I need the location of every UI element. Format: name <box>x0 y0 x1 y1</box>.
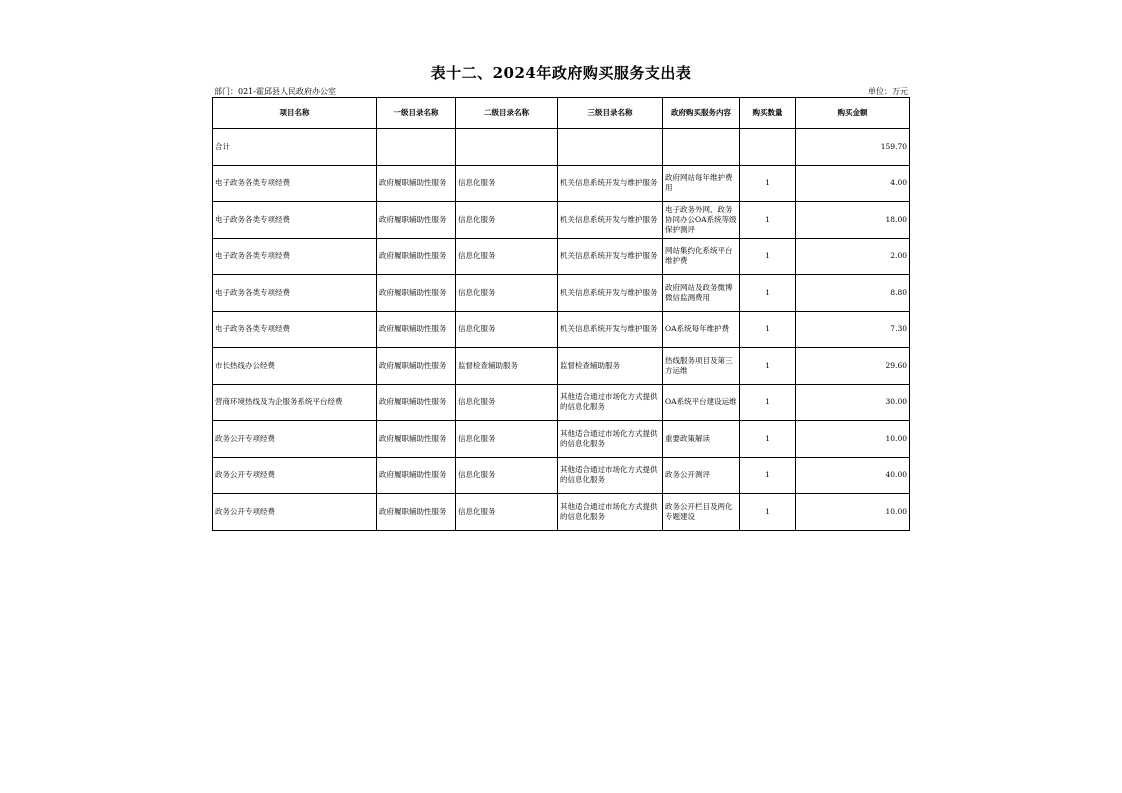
header-level2: 二级目录名称 <box>456 98 558 129</box>
table-row <box>213 202 910 239</box>
quantity-cell: 1 <box>740 348 796 385</box>
table-row <box>213 238 910 275</box>
level1-cell: 政府履职辅助性服务 <box>377 348 456 385</box>
level3-cell: 其他适合通过市场化方式提供的信息化服务 <box>558 421 663 458</box>
project-name-cell: 电子政务各类专项经费 <box>213 202 377 239</box>
level1-cell: 政府履职辅助性服务 <box>377 165 456 202</box>
level1-cell: 政府履职辅助性服务 <box>377 384 456 421</box>
level2-cell: 信息化服务 <box>456 275 558 312</box>
amount-cell: 10.00 <box>796 494 910 531</box>
table-row <box>213 421 910 458</box>
project-name-cell: 电子政务各类专项经费 <box>213 238 377 275</box>
empty-cell <box>377 129 456 166</box>
header-project-name: 项目名称 <box>213 98 377 129</box>
level2-cell: 监督检查辅助服务 <box>456 348 558 385</box>
level2-cell: 信息化服务 <box>456 311 558 348</box>
quantity-cell: 1 <box>740 384 796 421</box>
header-content: 政府购买服务内容 <box>663 98 740 129</box>
quantity-cell: 1 <box>740 457 796 494</box>
project-name-cell: 电子政务各类专项经费 <box>213 165 377 202</box>
project-name-cell: 电子政务各类专项经费 <box>213 311 377 348</box>
amount-cell: 10.00 <box>796 421 910 458</box>
quantity-cell: 1 <box>740 202 796 239</box>
level1-cell: 政府履职辅助性服务 <box>377 202 456 239</box>
level3-cell: 监督检查辅助服务 <box>558 348 663 385</box>
empty-cell <box>663 129 740 166</box>
content-cell: OA系统每年维护费 <box>663 311 740 348</box>
level2-cell: 信息化服务 <box>456 165 558 202</box>
header-row <box>213 98 910 129</box>
content-cell: 热线服务项目及第三方运维 <box>663 348 740 385</box>
header-amount: 购买金额 <box>796 98 910 129</box>
project-name-cell: 政务公开专项经费 <box>213 421 377 458</box>
project-name-cell: 政务公开专项经费 <box>213 494 377 531</box>
level2-cell: 信息化服务 <box>456 457 558 494</box>
total-row <box>213 129 910 166</box>
amount-cell: 2.00 <box>796 238 910 275</box>
content-cell: 政府网站及政务微博微信监测费用 <box>663 275 740 312</box>
quantity-cell: 1 <box>740 421 796 458</box>
amount-cell: 30.00 <box>796 384 910 421</box>
level3-cell: 其他适合通过市场化方式提供的信息化服务 <box>558 494 663 531</box>
empty-cell <box>456 129 558 166</box>
level3-cell: 机关信息系统开发与维护服务 <box>558 311 663 348</box>
table-row <box>213 384 910 421</box>
level3-cell: 机关信息系统开发与维护服务 <box>558 238 663 275</box>
level3-cell: 机关信息系统开发与维护服务 <box>558 202 663 239</box>
level1-cell: 政府履职辅助性服务 <box>377 457 456 494</box>
table-row <box>213 348 910 385</box>
content-cell: OA系统平台建设运维 <box>663 384 740 421</box>
empty-cell <box>740 129 796 166</box>
content-cell: 网站集约化系统平台维护费 <box>663 238 740 275</box>
department-label: 部门：021-霍邱县人民政府办公室 <box>214 87 336 96</box>
total-amount: 159.70 <box>796 129 910 166</box>
project-name-cell: 营商环境热线及为企服务系统平台经费 <box>213 384 377 421</box>
quantity-cell: 1 <box>740 311 796 348</box>
quantity-cell: 1 <box>740 494 796 531</box>
amount-cell: 7.30 <box>796 311 910 348</box>
level2-cell: 信息化服务 <box>456 238 558 275</box>
table-row <box>213 311 910 348</box>
amount-cell: 29.60 <box>796 348 910 385</box>
content-cell: 政务公开栏目及两化专题建设 <box>663 494 740 531</box>
page-title: 表十二、2024年政府购买服务支出表 <box>430 64 692 82</box>
table-row <box>213 457 910 494</box>
amount-cell: 4.00 <box>796 165 910 202</box>
content-cell: 重要政策解读 <box>663 421 740 458</box>
amount-cell: 40.00 <box>796 457 910 494</box>
total-label: 合计 <box>213 129 377 166</box>
table-row <box>213 165 910 202</box>
level1-cell: 政府履职辅助性服务 <box>377 421 456 458</box>
level2-cell: 信息化服务 <box>456 202 558 239</box>
level1-cell: 政府履职辅助性服务 <box>377 238 456 275</box>
content-cell: 政府网站每年维护费用 <box>663 165 740 202</box>
purchase-services-table <box>212 97 910 531</box>
empty-cell <box>558 129 663 166</box>
content-cell: 电子政务外网、政务协同办公OA系统等级保护测评 <box>663 202 740 239</box>
amount-cell: 18.00 <box>796 202 910 239</box>
project-name-cell: 电子政务各类专项经费 <box>213 275 377 312</box>
quantity-cell: 1 <box>740 165 796 202</box>
header-quantity: 购买数量 <box>740 98 796 129</box>
table-row <box>213 275 910 312</box>
unit-label: 单位：万元 <box>868 87 908 96</box>
amount-cell: 8.80 <box>796 275 910 312</box>
level3-cell: 机关信息系统开发与维护服务 <box>558 275 663 312</box>
level2-cell: 信息化服务 <box>456 384 558 421</box>
content-cell: 政务公开测评 <box>663 457 740 494</box>
level1-cell: 政府履职辅助性服务 <box>377 494 456 531</box>
level3-cell: 其他适合通过市场化方式提供的信息化服务 <box>558 457 663 494</box>
header-level3: 三级目录名称 <box>558 98 663 129</box>
level1-cell: 政府履职辅助性服务 <box>377 275 456 312</box>
project-name-cell: 市长热线办公经费 <box>213 348 377 385</box>
quantity-cell: 1 <box>740 238 796 275</box>
level2-cell: 信息化服务 <box>456 494 558 531</box>
project-name-cell: 政务公开专项经费 <box>213 457 377 494</box>
level3-cell: 其他适合通过市场化方式提供的信息化服务 <box>558 384 663 421</box>
level3-cell: 机关信息系统开发与维护服务 <box>558 165 663 202</box>
table-row <box>213 494 910 531</box>
level2-cell: 信息化服务 <box>456 421 558 458</box>
quantity-cell: 1 <box>740 275 796 312</box>
header-level1: 一级目录名称 <box>377 98 456 129</box>
level1-cell: 政府履职辅助性服务 <box>377 311 456 348</box>
